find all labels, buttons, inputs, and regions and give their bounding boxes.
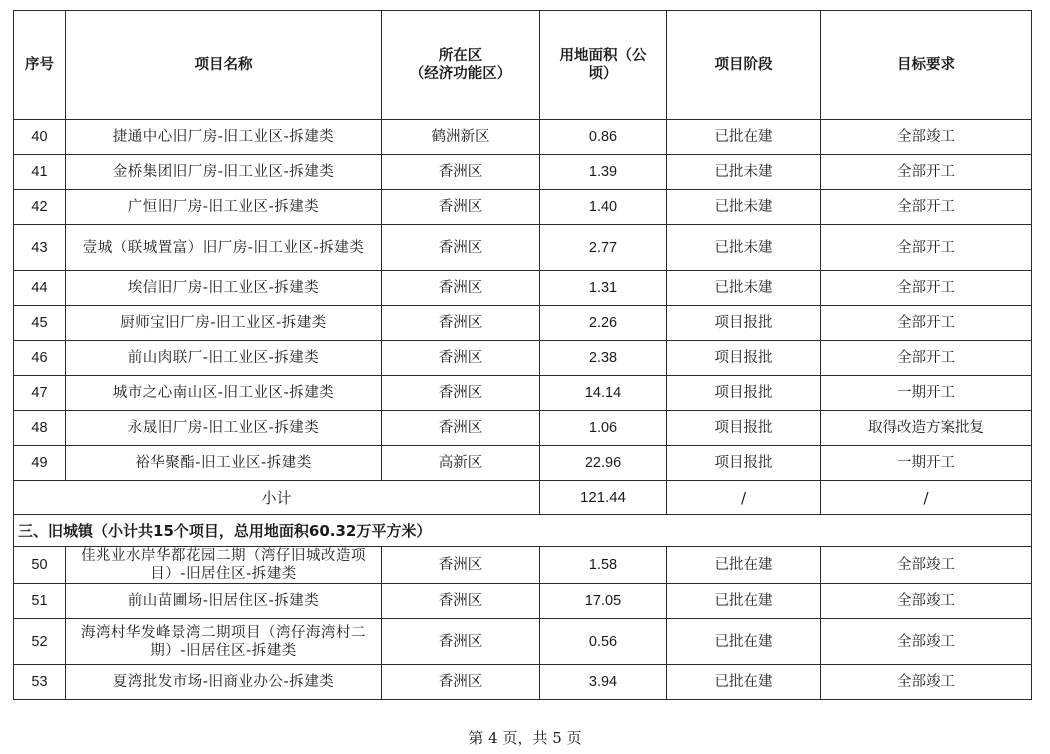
cell-district: 香洲区 — [382, 411, 540, 446]
table-row — [14, 120, 1032, 155]
subtotal-area: 121.44 — [540, 481, 667, 515]
cell-stage: 已批未建 — [667, 225, 821, 271]
cell-target: 全部开工 — [821, 155, 1032, 190]
cell-name: 捷通中心旧厂房-旧工业区-拆建类 — [66, 120, 382, 155]
cell-district: 香洲区 — [382, 271, 540, 306]
cell-name: 城市之心南山区-旧工业区-拆建类 — [66, 376, 382, 411]
cell-area: 1.06 — [540, 411, 667, 446]
cell-target: 全部开工 — [821, 271, 1032, 306]
cell-no: 43 — [14, 225, 66, 271]
header-target: 目标要求 — [821, 11, 1032, 120]
cell-target: 取得改造方案批复 — [821, 411, 1032, 446]
cell-area: 1.31 — [540, 271, 667, 306]
cell-no: 51 — [14, 584, 66, 619]
table-row — [14, 619, 1032, 665]
cell-target: 一期开工 — [821, 376, 1032, 411]
header-district: 所在区 （经济功能区） — [382, 11, 540, 120]
cell-no: 41 — [14, 155, 66, 190]
cell-district: 香洲区 — [382, 376, 540, 411]
subtotal-stage: / — [667, 481, 821, 515]
cell-target: 全部竣工 — [821, 547, 1032, 584]
header-no: 序号 — [14, 11, 66, 120]
table-row — [14, 271, 1032, 306]
subtotal-label: 小计 — [14, 481, 540, 515]
page-footer: 第 4 页，共 5 页 — [468, 729, 582, 747]
cell-stage: 项目报批 — [667, 376, 821, 411]
cell-district: 香洲区 — [382, 155, 540, 190]
cell-name: 广恒旧厂房-旧工业区-拆建类 — [66, 190, 382, 225]
cell-stage: 已批未建 — [667, 271, 821, 306]
cell-no: 44 — [14, 271, 66, 306]
cell-area: 0.56 — [540, 619, 667, 665]
cell-target: 一期开工 — [821, 446, 1032, 481]
cell-area: 2.38 — [540, 341, 667, 376]
cell-area: 17.05 — [540, 584, 667, 619]
cell-stage: 已批未建 — [667, 155, 821, 190]
cell-area: 1.39 — [540, 155, 667, 190]
cell-area: 22.96 — [540, 446, 667, 481]
cell-name: 前山肉联厂-旧工业区-拆建类 — [66, 341, 382, 376]
cell-district: 香洲区 — [382, 225, 540, 271]
cell-target: 全部竣工 — [821, 665, 1032, 700]
cell-district: 香洲区 — [382, 306, 540, 341]
cell-stage: 项目报批 — [667, 446, 821, 481]
subtotal-target: / — [821, 481, 1032, 515]
cell-no: 48 — [14, 411, 66, 446]
cell-no: 52 — [14, 619, 66, 665]
header-name: 项目名称 — [66, 11, 382, 120]
table-row — [14, 341, 1032, 376]
cell-target: 全部开工 — [821, 190, 1032, 225]
cell-name: 海湾村华发峰景湾二期项目（湾仔海湾村二期）-旧居住区-拆建类 — [66, 619, 382, 665]
section-heading: 三、旧城镇（小计共15个项目，总用地面积60.32万平方米） — [14, 515, 1032, 547]
cell-stage: 已批未建 — [667, 190, 821, 225]
header-stage: 项目阶段 — [667, 11, 821, 120]
cell-no: 46 — [14, 341, 66, 376]
cell-district: 香洲区 — [382, 619, 540, 665]
cell-no: 47 — [14, 376, 66, 411]
cell-target: 全部开工 — [821, 225, 1032, 271]
projects-table — [13, 10, 1032, 700]
cell-stage: 已批在建 — [667, 584, 821, 619]
cell-stage: 项目报批 — [667, 411, 821, 446]
table-row — [14, 376, 1032, 411]
cell-district: 高新区 — [382, 446, 540, 481]
cell-stage: 已批在建 — [667, 619, 821, 665]
table-row — [14, 411, 1032, 446]
cell-area: 14.14 — [540, 376, 667, 411]
header-row — [14, 11, 1032, 120]
cell-district: 香洲区 — [382, 190, 540, 225]
cell-area: 3.94 — [540, 665, 667, 700]
cell-district: 香洲区 — [382, 341, 540, 376]
cell-district: 鹤洲新区 — [382, 120, 540, 155]
cell-name: 金桥集团旧厂房-旧工业区-拆建类 — [66, 155, 382, 190]
cell-no: 50 — [14, 547, 66, 584]
cell-name: 佳兆业水岸华都花园二期（湾仔旧城改造项目）-旧居住区-拆建类 — [66, 547, 382, 584]
cell-target: 全部竣工 — [821, 619, 1032, 665]
table-row — [14, 547, 1032, 584]
cell-area: 1.40 — [540, 190, 667, 225]
cell-target: 全部竣工 — [821, 584, 1032, 619]
cell-name: 埃信旧厂房-旧工业区-拆建类 — [66, 271, 382, 306]
cell-target: 全部竣工 — [821, 120, 1032, 155]
table-row — [14, 584, 1032, 619]
cell-area: 0.86 — [540, 120, 667, 155]
cell-stage: 项目报批 — [667, 306, 821, 341]
cell-stage: 已批在建 — [667, 120, 821, 155]
cell-name: 厨师宝旧厂房-旧工业区-拆建类 — [66, 306, 382, 341]
cell-name: 前山苗圃场-旧居住区-拆建类 — [66, 584, 382, 619]
cell-district: 香洲区 — [382, 584, 540, 619]
cell-district: 香洲区 — [382, 547, 540, 584]
subtotal-row — [14, 481, 1032, 515]
cell-target: 全部开工 — [821, 341, 1032, 376]
cell-no: 49 — [14, 446, 66, 481]
cell-stage: 已批在建 — [667, 665, 821, 700]
table-row — [14, 446, 1032, 481]
table-row — [14, 665, 1032, 700]
cell-area: 1.58 — [540, 547, 667, 584]
table-row — [14, 306, 1032, 341]
cell-name: 永晟旧厂房-旧工业区-拆建类 — [66, 411, 382, 446]
cell-no: 45 — [14, 306, 66, 341]
header-area: 用地面积（公 顷） — [540, 11, 667, 120]
cell-area: 2.26 — [540, 306, 667, 341]
cell-no: 53 — [14, 665, 66, 700]
section-heading-row — [14, 515, 1032, 547]
table-row — [14, 155, 1032, 190]
table-row — [14, 190, 1032, 225]
cell-name: 裕华聚酯-旧工业区-拆建类 — [66, 446, 382, 481]
cell-no: 42 — [14, 190, 66, 225]
cell-target: 全部开工 — [821, 306, 1032, 341]
cell-no: 40 — [14, 120, 66, 155]
cell-stage: 项目报批 — [667, 341, 821, 376]
cell-district: 香洲区 — [382, 665, 540, 700]
cell-name: 壹城（联城置富）旧厂房-旧工业区-拆建类 — [66, 225, 382, 271]
cell-area: 2.77 — [540, 225, 667, 271]
table-row — [14, 225, 1032, 271]
cell-stage: 已批在建 — [667, 547, 821, 584]
cell-name: 夏湾批发市场-旧商业办公-拆建类 — [66, 665, 382, 700]
